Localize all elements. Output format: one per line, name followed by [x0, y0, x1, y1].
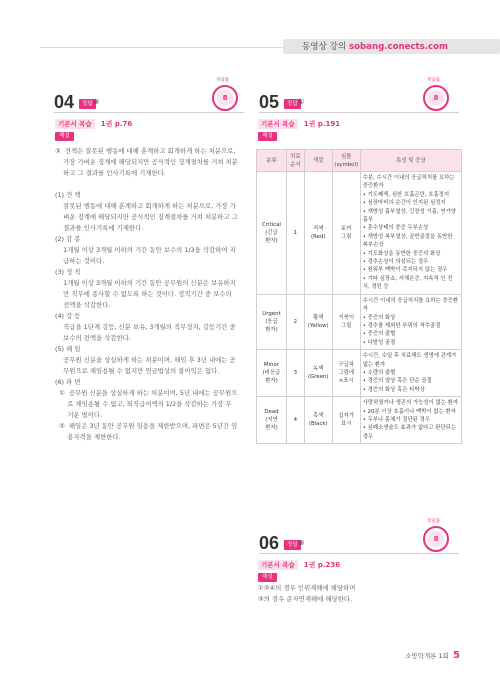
q04-basic-page: 1권 p.76 [100, 120, 133, 128]
explanation-line: 1개월 이상 3개월 이하의 기간 동안 공무원의 신분은 보유하지 [55, 279, 236, 287]
table-cell-order: 4 [286, 397, 304, 444]
q06-basic-label: 기본서 복습 [258, 560, 298, 570]
q05-answer-tag: 정답 [284, 99, 301, 109]
table-cell-order: 2 [286, 294, 304, 349]
explanation-line: (6) 파 면 [55, 378, 81, 386]
table-cell-desc: 수시간 이내의 응급처치를 요하는 중증환자 • 중증의 화상 • 경추를 제외한 부위의 척추골절 • 중증의 출혈 • 다발성 골절 [360, 294, 461, 349]
q04-explanation-tag: 해설 [55, 132, 74, 141]
table-cell-order: 3 [286, 350, 304, 397]
q05-basic-label: 기본서 복습 [258, 119, 298, 129]
explanation-line: ③의 경우 준자연재해에 해당한다. [258, 595, 353, 603]
table-cell-symbol: 십자가 표시 [332, 397, 360, 444]
explanation-line: ③ 견책은 잘못된 행동에 대해 훈계하고 회개하게 하는 처분으로, [55, 147, 236, 155]
explanation-line: 결과를 인사기록에 기재한다. [55, 224, 144, 232]
q05-rule [259, 112, 459, 113]
explanation-line: (3) 정 직 [55, 268, 81, 276]
q06-number: 06 [259, 533, 280, 553]
table-row [257, 294, 462, 349]
explanation-line: 전액을 삭감한다. [55, 301, 111, 309]
q05-badge-label: 정답률 [427, 78, 441, 83]
explanation-line: ② 해임은 3년 동안 공무원 임용을 제한받으며, 파면은 5년간 임 [55, 422, 238, 430]
table-cell-order: 1 [286, 172, 304, 295]
explanation-line: (5) 해 임 [55, 345, 81, 353]
table-cell-symbol: 토끼 그림 [332, 172, 360, 295]
q05-basic-review [258, 119, 340, 129]
explanation-line: (2) 감 봉 [55, 235, 81, 243]
explanation-line: (1) 견 책 [55, 191, 81, 199]
table-row [257, 350, 462, 397]
table-header-cell: 분류 [257, 150, 287, 172]
table-cell-desc: 수시간, 수일 후 치료해도 생명에 관계가 없는 환자 • 소량의 출혈 • 경증의 열상 혹은 단순 골절 • 경증의 화상 혹은 타박상 [360, 350, 461, 397]
table-header-cell: 심볼 (symbol) [332, 150, 360, 172]
explanation-line: 거운 벌이다. [55, 411, 103, 419]
explanation-line: 급하는 것이다. [55, 257, 105, 265]
explanation-line: ① 공무원 신분을 상실하게 하는 처분이며, 5년 내에는 공무원으 [55, 389, 238, 397]
explanation-line: 가장 가벼운 징계에 해당되지만 공식적인 징계절차를 거쳐 처분 [55, 158, 238, 166]
table-cell-desc: 사망하였거나 생존의 가능성이 없는 환자 • 20분 이상 호흡이나 맥박이 없는 환자 • 두부나 몸체가 절단된 경우 • 심폐소생술도 효과가 없다고 판단되는 경우 [360, 397, 461, 444]
q04-number: 04 [54, 92, 75, 112]
table-cell-cat: Dead (지연 환자) [257, 397, 287, 444]
explanation-line: 로 재임용될 수 없고, 퇴직급여액의 1/2을 삭감하는 가장 무 [55, 400, 232, 408]
table-cell-cat: Urgent (응급 환자) [257, 294, 287, 349]
footer-text: 소방학개론 1회 [405, 652, 449, 660]
table-header-cell: 특성 및 증상 [360, 150, 461, 172]
q04-rule [54, 112, 244, 113]
table-row [257, 397, 462, 444]
explanation-line [55, 179, 250, 190]
q04-badge-value: 8 [217, 90, 233, 106]
table-cell-color: 흑색 (Black) [304, 397, 332, 444]
q04-rate-badge [212, 85, 238, 111]
q06-badge-label: 정답률 [427, 519, 441, 524]
table-cell-cat: Critical (긴급 환자) [257, 172, 287, 295]
q06-badge-value: 8 [428, 531, 444, 547]
q04-basic-review [55, 119, 132, 129]
explanation-line: 보수의 전액을 삭감한다. [55, 334, 131, 342]
table-cell-symbol: 거북이 그림 [332, 294, 360, 349]
triage-table [256, 149, 462, 444]
explanation-line: 하고 그 결과를 인사기록에 기재한다. [55, 169, 166, 177]
q06-basic-review [258, 560, 340, 570]
q04-explanation [55, 146, 250, 443]
explanation-line: 만 직무에 종사할 수 없도록 하는 것이다. 정직기간 중 보수의 [55, 290, 232, 298]
table-row [257, 172, 462, 295]
explanation-line: 잘못된 행동에 대해 훈계하고 회개하게 하는 처분으로, 가장 가 [55, 202, 236, 210]
table-cell-cat: Minor (비응급 환자) [257, 350, 287, 397]
table-header-cell: 치료 순서 [286, 150, 304, 172]
q05-rate-badge [423, 85, 449, 111]
explanation-line: 벼운 징계에 해당되지만 공식적인 징계절차를 거쳐 처분하고 그 [55, 213, 238, 221]
triage-header-row [257, 150, 462, 172]
q06-rate-badge [423, 526, 449, 552]
q05-basic-page: 1권 p.191 [303, 120, 341, 128]
table-cell-color: 녹색 (Green) [304, 350, 332, 397]
explanation-line: 공무원 신분을 상실하게 하는 처분이며, 해임 후 3년 내에는 공 [55, 356, 236, 364]
q04-badge-label: 정답률 [216, 78, 230, 83]
q04-answer-tag: 정답 [79, 99, 96, 109]
q06-basic-page: 1권 p.236 [303, 561, 341, 569]
header-prefix: 동영상 강의 [302, 42, 347, 52]
q06-explanation [258, 583, 458, 605]
table-cell-desc: 수분, 수시간 이내의 응급처치를 요하는 중증환자 • 기도폐색, 심한 호흡곤란, 호흡정지 • 심장마비의 순간이 인지된 심정지 • 개방성 흉부열상, 긴장성 기흉, 연가양 흉부 • 혼수상태의 중증 두부손상 • 개방성 복부열상, 골반골절을 동반한 복부손상 • 기도화상을 동반한 중증의 화상 • 경추손상이 의심되는 경우 • 원위부 맥박이 촉지되지 않는 경우 • 기타 심장쇼, 저체온증, 지속적 인 전식, 경련 등 [360, 172, 461, 295]
table-cell-color: 황색 (Yellow) [304, 294, 332, 349]
header-site-link[interactable]: sobang.conects.com [348, 42, 448, 52]
q06-rule [259, 553, 459, 554]
q05-answer: ① [298, 98, 305, 106]
q05-explanation-tag: 해설 [258, 132, 277, 141]
page-number: 5 [453, 650, 460, 661]
q06-explanation-tag: 해설 [258, 573, 277, 582]
table-header-cell: 색깔 [304, 150, 332, 172]
explanation-line: ①②④의 경우 인위재해에 해당하며 [258, 584, 356, 592]
table-cell-color: 적색 (Red) [304, 172, 332, 295]
q06-answer-tag: 정답 [284, 540, 301, 550]
explanation-line: 1개월 이상 3개월 이하의 기간 동안 보수의 1/3을 삭감하여 지 [55, 246, 236, 254]
table-cell-symbol: 구급차 그림에 ×표시 [332, 350, 360, 397]
explanation-line: 직급을 1단계 강등, 신분 보유, 3개월의 직무정지, 강등기간 중 [55, 323, 236, 331]
q04-basic-label: 기본서 복습 [55, 119, 95, 129]
q05-number: 05 [259, 92, 280, 112]
page-footer [405, 650, 460, 661]
explanation-line: 용자격을 제한한다. [55, 433, 121, 441]
q05-badge-value: 8 [428, 90, 444, 106]
explanation-line: 무원으로 재임용될 수 없지만 연금법상의 불이익은 없다. [55, 367, 220, 375]
header [0, 38, 500, 52]
q06-answer: ③ [298, 539, 305, 547]
q04-answer: ③ [93, 98, 100, 106]
explanation-line: (4) 강 등 [55, 312, 81, 320]
header-text [302, 40, 448, 52]
